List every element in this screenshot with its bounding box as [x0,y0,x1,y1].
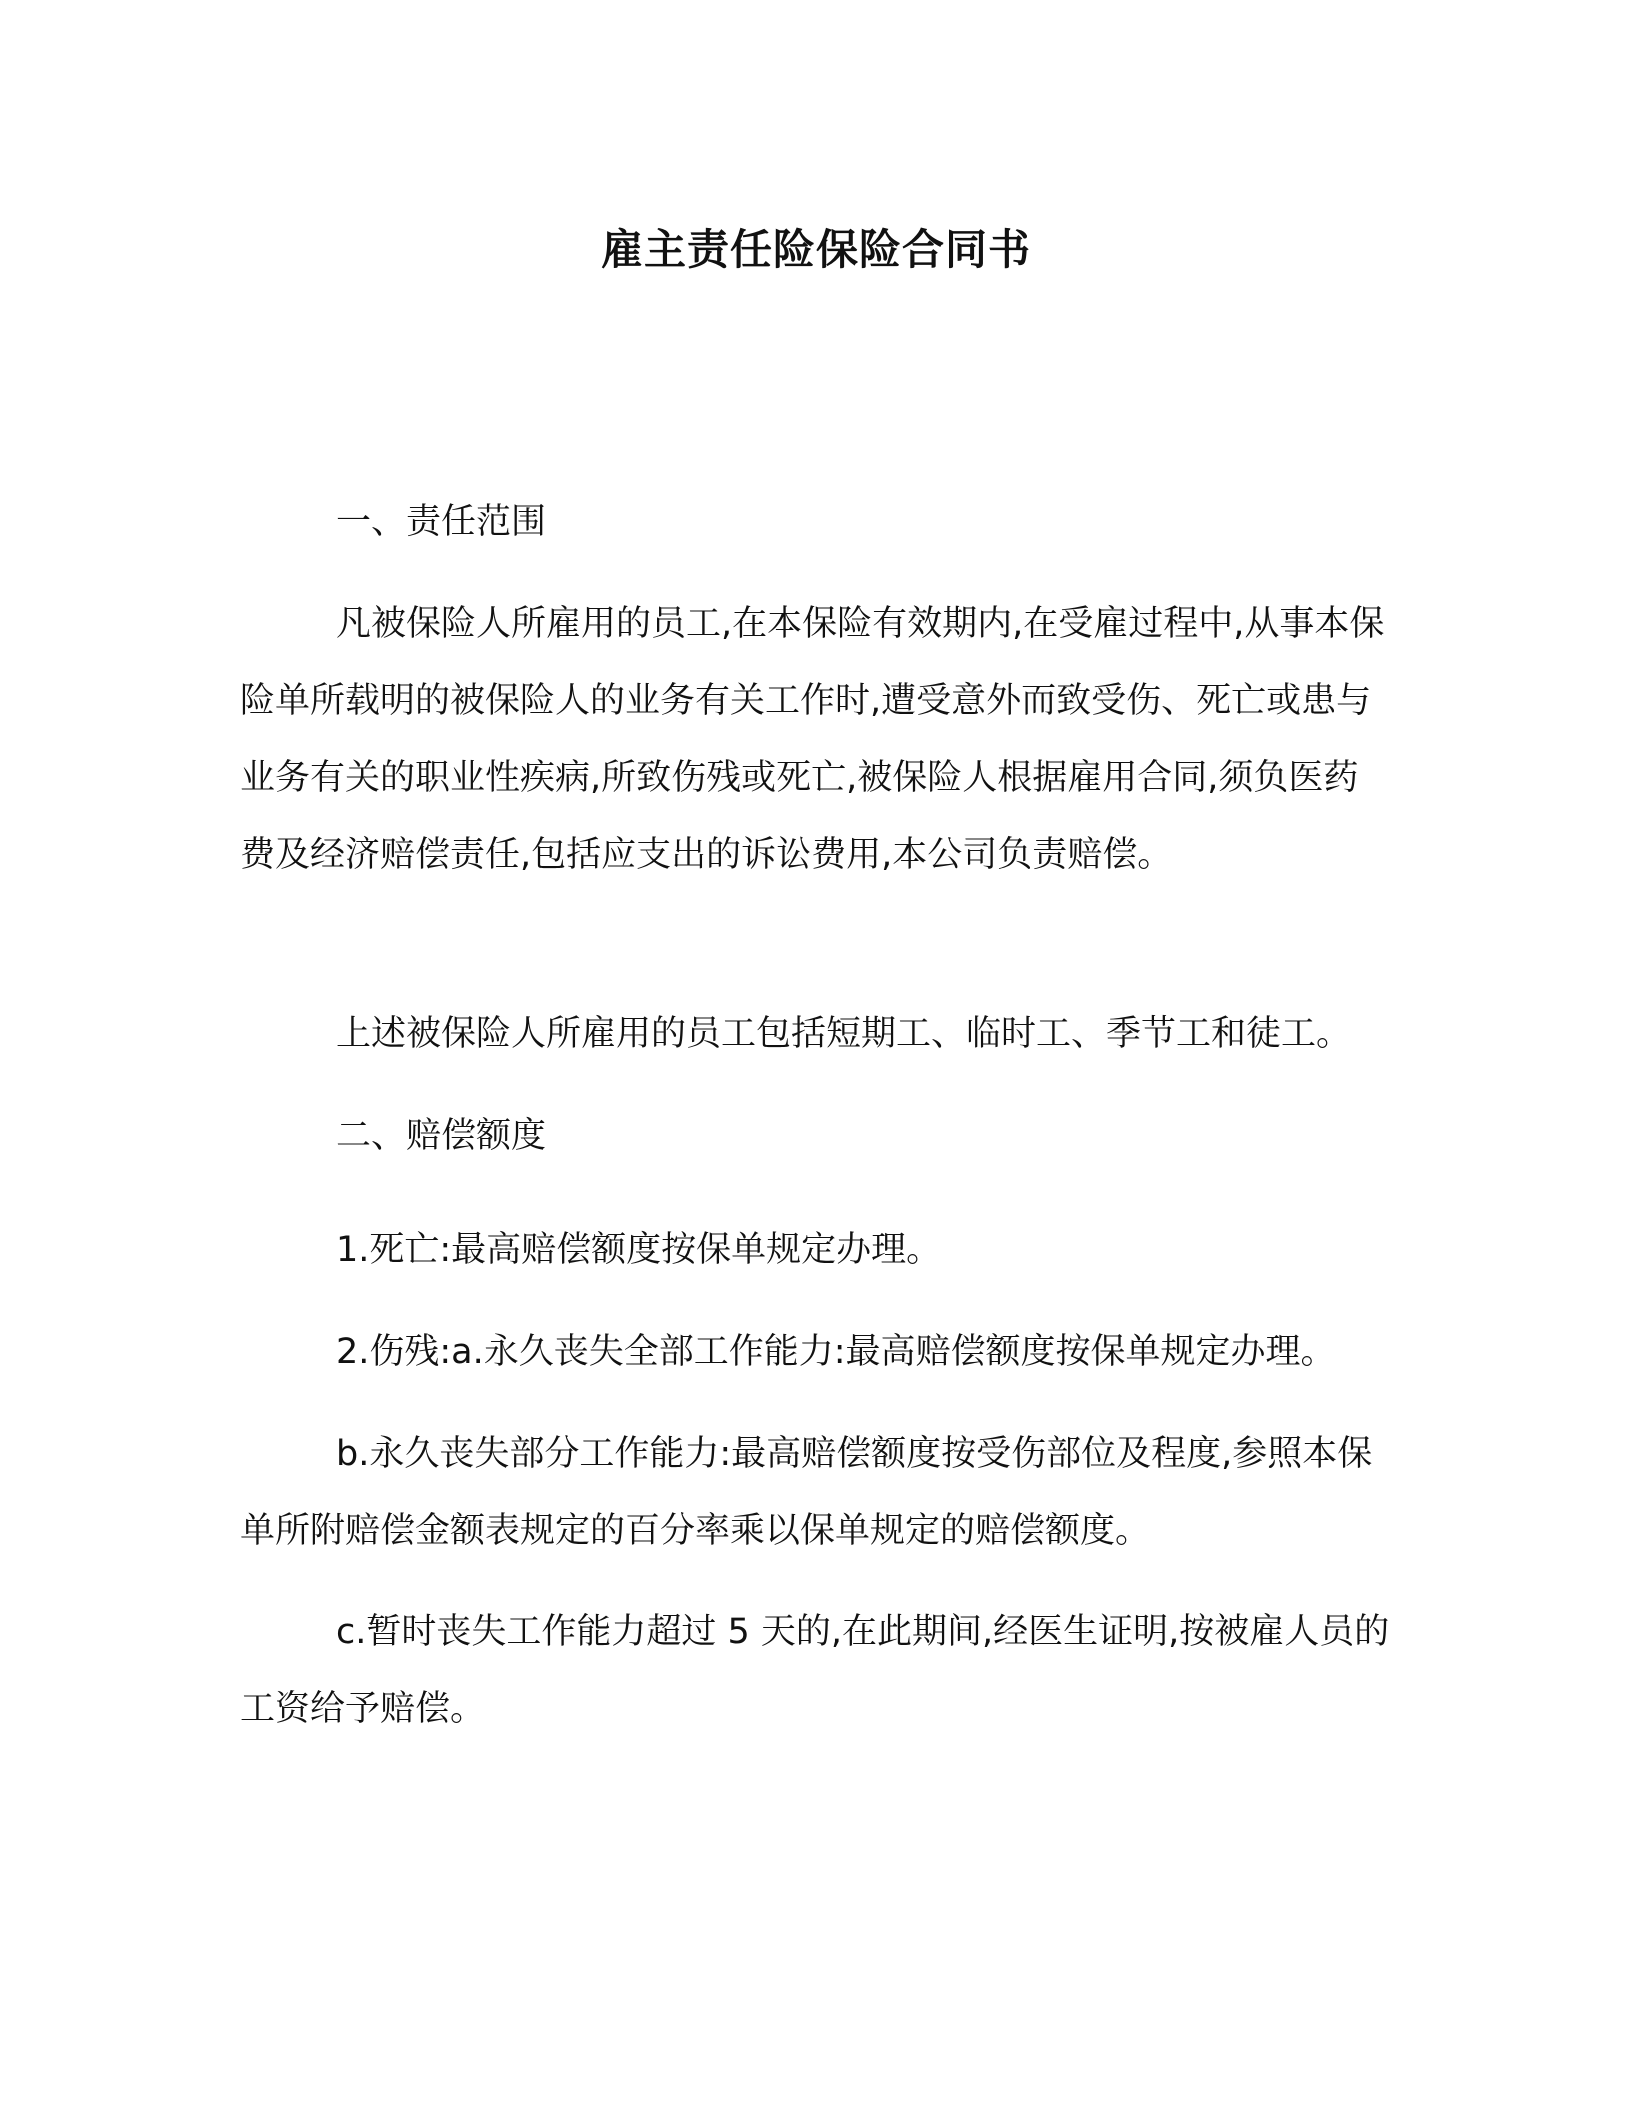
section-heading-scope: 一、责任范围 [336,502,547,542]
item-disability-total: 2.伤残:a.永久丧失全部工作能力:最高赔偿额度按保单规定办理。 [336,1332,1336,1372]
section-heading-compensation: 二、赔偿额度 [336,1116,547,1156]
paragraph-employee-types: 上述被保险人所雇用的员工包括短期工、临时工、季节工和徒工。 [336,1014,1352,1054]
paragraph-scope-main: 凡被保险人所雇用的员工,在本保险有效期内,在受雇过程中,从事本保险单所载明的被保险人的业务有关工作时,遭受意外而致受伤、死亡或患与业务有关的职业性疾病,所致伤残或死亡,被保险人根据雇用合同,须负医药费及经济赔偿责任,包括应支出的诉讼费用,本公司负责赔偿。 [240,604,1385,875]
item-death: 1.死亡:最高赔偿额度按保单规定办理。 [336,1230,942,1270]
item-disability-partial: b.永久丧失部分工作能力:最高赔偿额度按受伤部位及程度,参照本保单所附赔偿金额表规定的百分率乘以保单规定的赔偿额度。 [240,1434,1373,1551]
item-disability-temporary: c.暂时丧失工作能力超过 5 天的,在此期间,经医生证明,按被雇人员的工资给予赔偿。 [240,1612,1390,1729]
document-title: 雇主责任险保险合同书 [600,225,1031,274]
